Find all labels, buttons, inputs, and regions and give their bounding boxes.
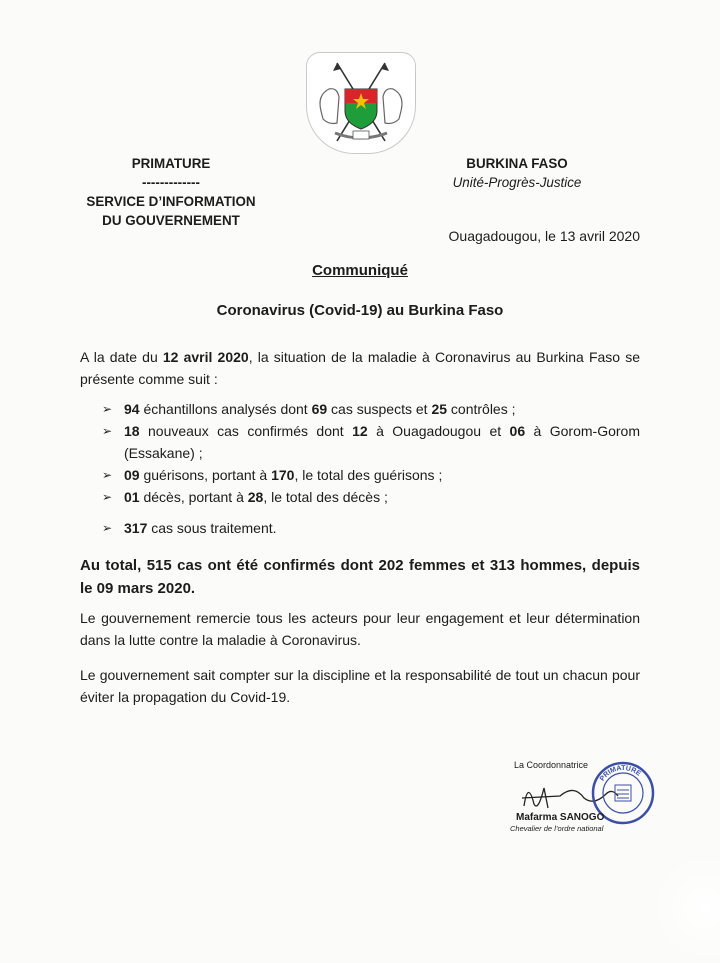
document-subject: Coronavirus (Covid-19) au Burkina Faso xyxy=(216,302,504,319)
stat-number: 94 xyxy=(124,401,140,417)
stat-text: , le total des guérisons ; xyxy=(294,467,443,483)
stat-text: à Gorom-Gorom (Essakane) ; xyxy=(124,423,640,461)
arrow-bullet-icon: ➢ xyxy=(102,468,113,482)
stats-item xyxy=(100,517,640,539)
arrow-bullet-icon: ➢ xyxy=(102,490,113,504)
stamp-text: PRIMATURE xyxy=(598,764,642,783)
country-motto: Unité-Progrès-Justice xyxy=(452,175,582,190)
signature-block xyxy=(508,756,658,846)
arrow-bullet-icon: ➢ xyxy=(102,402,113,416)
stat-number: 18 xyxy=(124,423,140,439)
intro-date: 12 avril 2020 xyxy=(162,349,249,365)
arrow-bullet-icon: ➢ xyxy=(102,424,113,438)
light-glare xyxy=(650,853,720,963)
intro-post: , la situation de la maladie à Coronavirus au Burkina Faso se présente comme suit : xyxy=(80,349,641,387)
stat-text: , le total des décès ; xyxy=(263,489,388,505)
discipline-paragraph: Le gouvernement sait compter sur la discipline et la responsabilité de tout un chacun pour éviter la propagation du Covid-19. xyxy=(80,667,640,705)
stats-item xyxy=(100,486,640,508)
stat-text: cas sous traitement. xyxy=(147,520,277,536)
stats-item xyxy=(100,420,640,464)
total-cases-statement: Au total, 515 cas ont été confirmés dont 202 femmes et 313 hommes, depuis le 09 mars 2020. xyxy=(80,557,640,597)
issuer-separator: ------------- xyxy=(142,175,200,190)
stat-text: cas suspects et xyxy=(327,401,432,417)
stat-text: contrôles ; xyxy=(447,401,516,417)
stats-list xyxy=(100,398,640,539)
stat-text: échantillons analysés dont xyxy=(139,401,312,417)
signatory-honor: Chevalier de l’ordre national xyxy=(510,824,604,833)
country-name: BURKINA FASO xyxy=(466,156,568,171)
stat-text: à Ouagadougou et xyxy=(367,423,510,439)
stat-number: 25 xyxy=(431,401,448,417)
stat-number: 01 xyxy=(124,489,140,505)
stat-number: 06 xyxy=(509,423,526,439)
stat-text: nouveaux cas confirmés dont xyxy=(139,423,353,439)
issuer-block xyxy=(78,154,264,230)
thanks-paragraph: Le gouvernement remercie tous les acteurs pour leur engagement et leur détermination dans la lutte contre la maladie à Coronavirus. xyxy=(80,610,640,648)
signatory-name: Mafarma SANOGO xyxy=(516,812,605,823)
stat-number: 12 xyxy=(352,423,368,439)
stats-item xyxy=(100,464,640,486)
arrow-bullet-icon: ➢ xyxy=(102,521,113,535)
country-block xyxy=(432,154,602,192)
intro-paragraph xyxy=(80,346,640,390)
stat-number: 69 xyxy=(311,401,328,417)
signatory-title: La Coordonnatrice xyxy=(514,760,589,770)
stat-number: 170 xyxy=(271,467,295,483)
stat-text: guérisons, portant à xyxy=(139,467,272,483)
place-date: Ouagadougou, le 13 avril 2020 xyxy=(448,228,640,244)
stat-number: 317 xyxy=(124,520,148,536)
issuer-primature: PRIMATURE xyxy=(131,156,211,171)
stat-number: 09 xyxy=(124,467,140,483)
stat-number: 28 xyxy=(247,489,264,505)
stats-item xyxy=(100,398,640,420)
coat-of-arms-icon xyxy=(306,52,416,154)
document-title: Communiqué xyxy=(312,262,408,279)
issuer-service-line1: SERVICE D’INFORMATION xyxy=(86,194,256,209)
intro-pre: A la date du xyxy=(80,349,163,365)
issuer-service-line2: DU GOUVERNEMENT xyxy=(102,213,240,228)
stat-text: décès, portant à xyxy=(139,489,248,505)
